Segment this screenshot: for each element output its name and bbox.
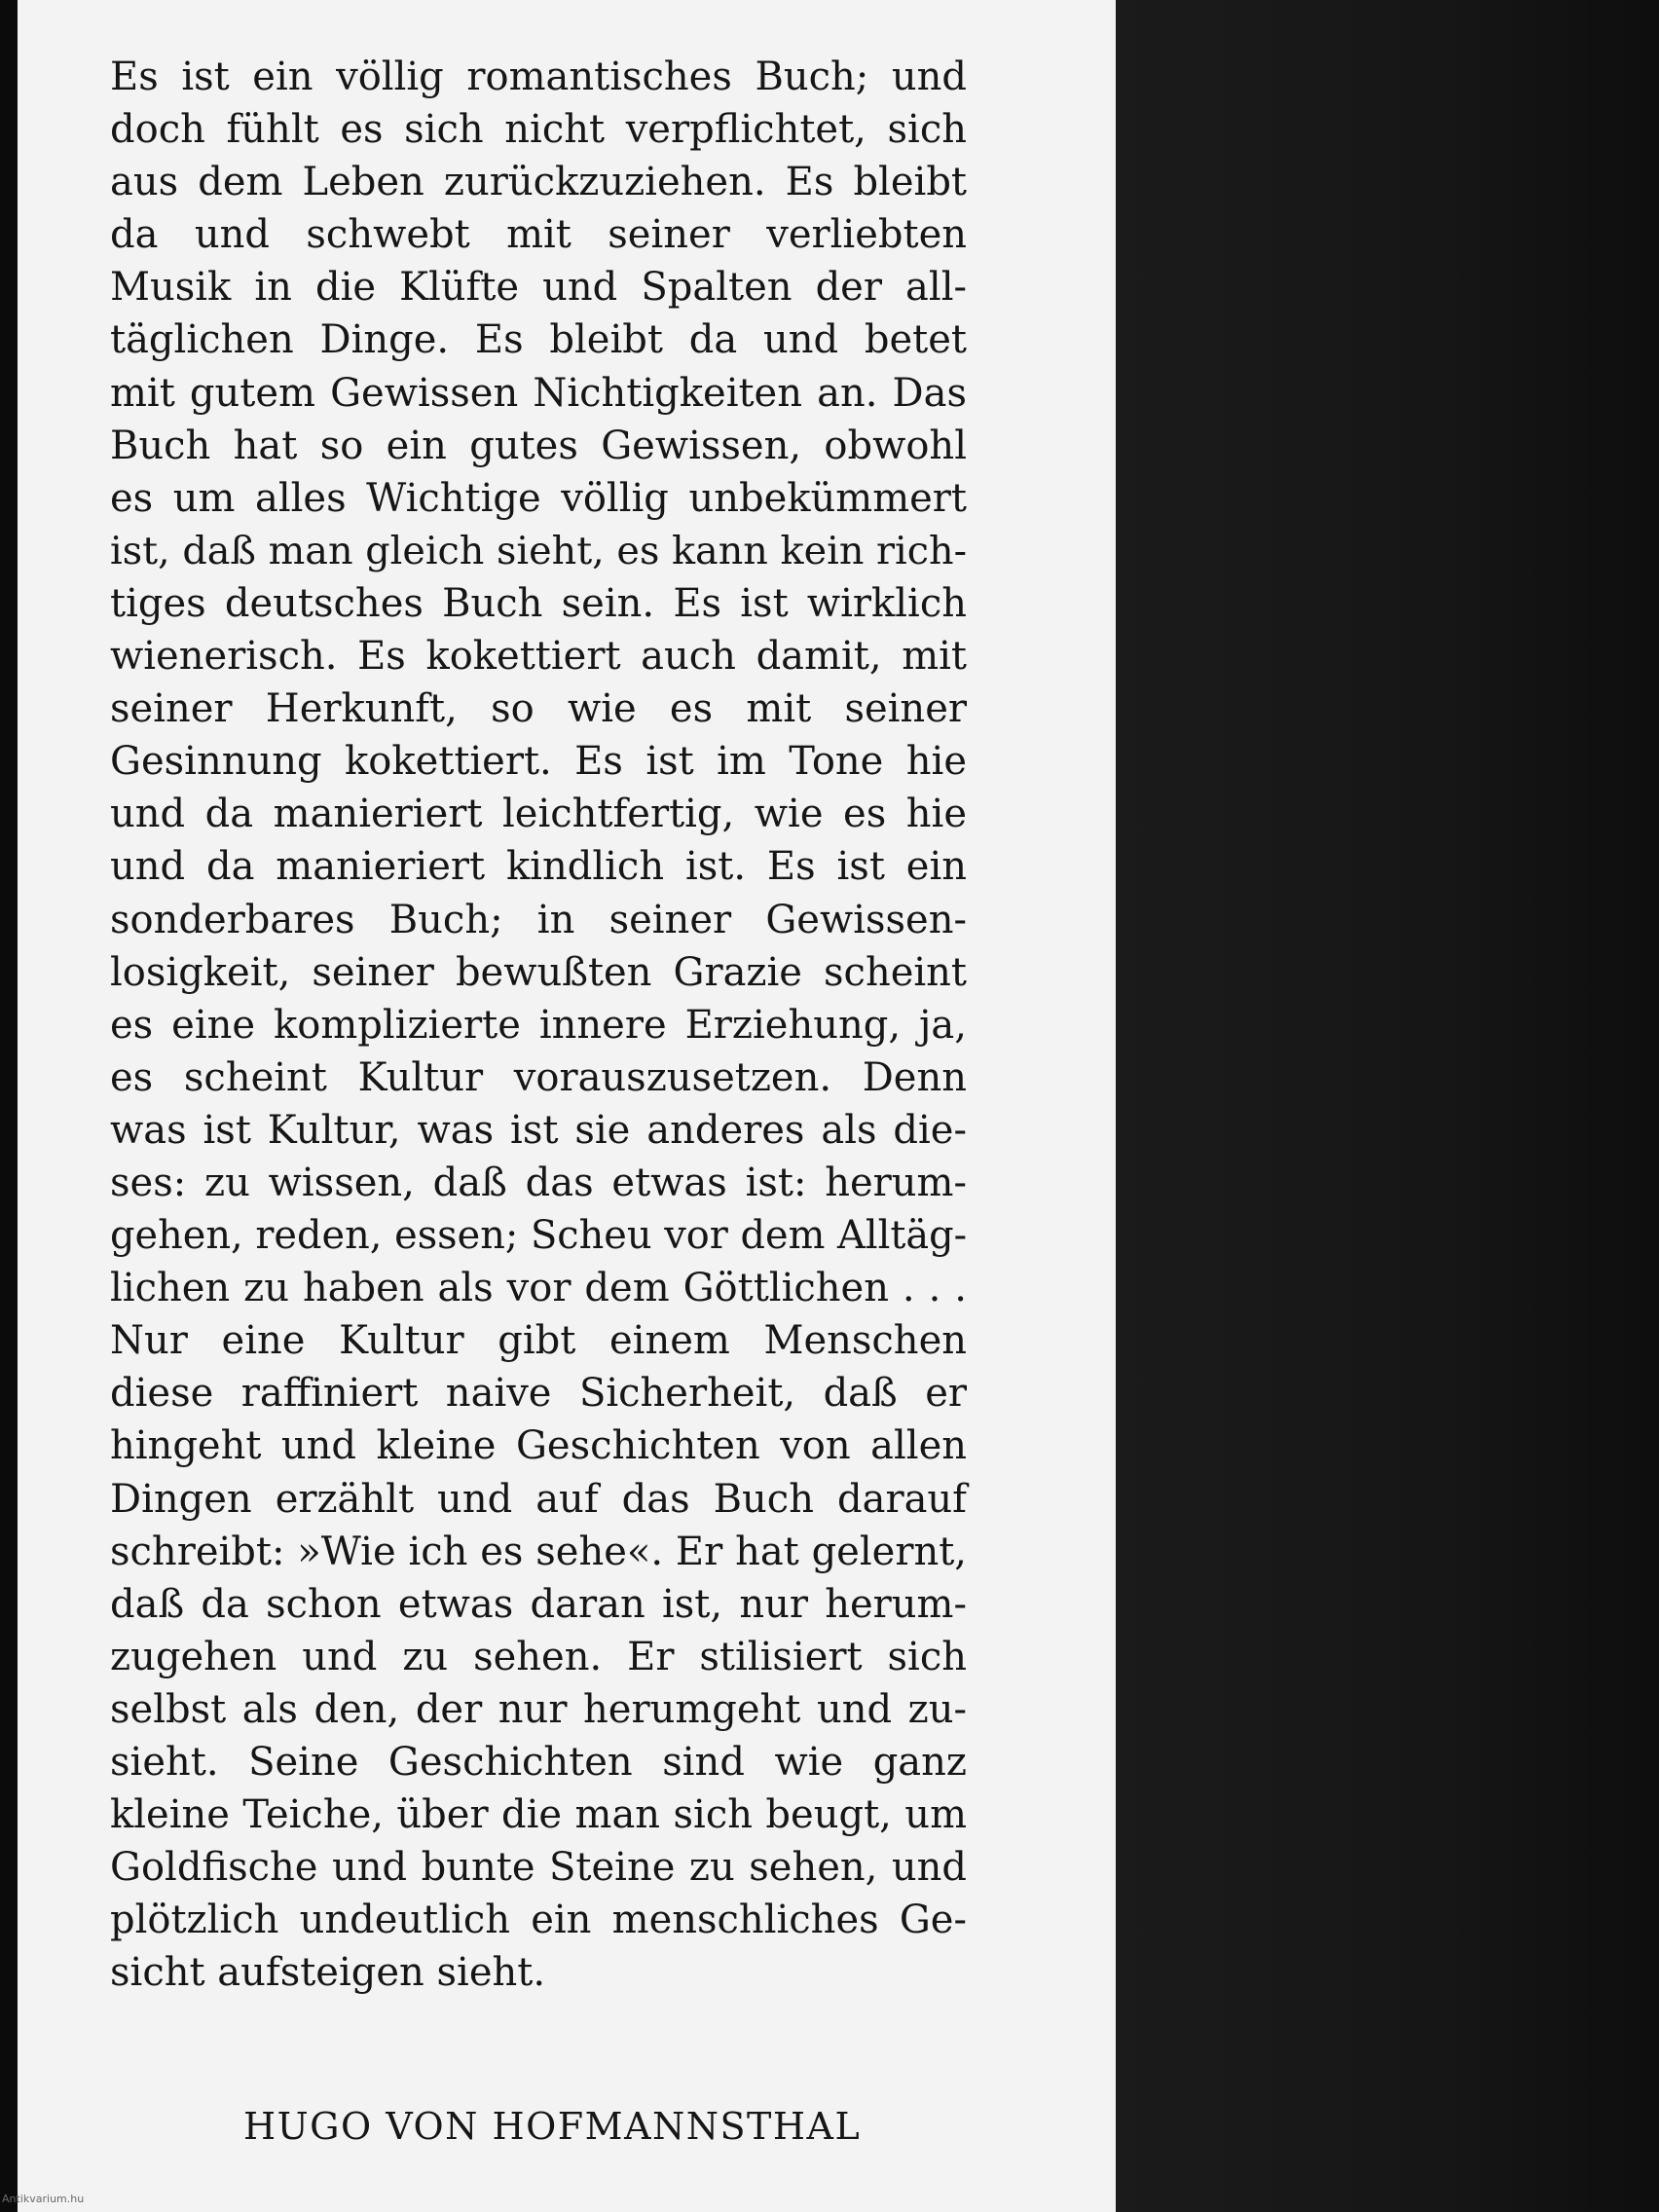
text-line: ses: zu wissen, daß das etwas ist: herum- [110, 1160, 967, 1205]
text-line: was ist Kultur, was ist sie anderes als die- [110, 1107, 967, 1153]
text-line: Musik in die Klüfte und Spalten der all- [110, 265, 967, 311]
text-line: täglichen Dinge. Es bleibt da und betet [110, 317, 967, 363]
text-line: plötzlich undeutlich ein menschliches Ge- [110, 1898, 967, 1943]
text-line: mit gutem Gewissen Nichtigkeiten an. Das [110, 370, 967, 416]
author-name: HUGO VON HOFMANNSTHAL [243, 2105, 862, 2148]
text-line: sieht. Seine Geschichten sind wie ganz [110, 1740, 967, 1785]
text-line: Goldfische und bunte Steine zu sehen, und [110, 1845, 967, 1891]
text-line: sonderbares Buch; in seiner Gewissen- [110, 897, 967, 942]
text-line: zugehen und zu sehen. Er stilisiert sich [110, 1634, 967, 1679]
text-line: daß da schon etwas daran ist, nur herum- [110, 1581, 967, 1627]
text-line: lichen zu haben als vor dem Göttlichen . . . [110, 1266, 967, 1311]
text-line: wienerisch. Es kokettiert auch damit, mit [110, 634, 967, 680]
text-line: ist, daß man gleich sieht, es kann kein rich- [110, 528, 967, 573]
text-line: schreibt: »Wie ich es sehe«. Er hat gelernt, [110, 1529, 967, 1574]
text-line: da und schwebt mit seiner verliebten [110, 212, 967, 258]
text-line: selbst als den, der nur herumgeht und zu- [110, 1686, 967, 1732]
text-line: und da manieriert leichtfertig, wie es hie [110, 792, 967, 837]
text-line: seiner Herkunft, so wie es mit seiner [110, 686, 967, 732]
watermark: Antikvarium.hu [2, 2193, 85, 2205]
text-line: diese raffiniert naive Sicherheit, daß er [110, 1371, 967, 1417]
text-line: es eine komplizierte innere Erziehung, ja, [110, 1002, 967, 1048]
text-line: Buch hat so ein gutes Gewissen, obwohl [110, 423, 967, 468]
dark-cover-panel [1116, 0, 1659, 2212]
text-line: aus dem Leben zurückzuziehen. Es bleibt [110, 160, 967, 205]
text-line: hingeht und kleine Geschichten von allen [110, 1423, 967, 1469]
left-edge-strip [0, 0, 18, 2212]
quote-text [110, 51, 967, 1999]
text-line: Nur eine Kultur gibt einem Menschen [110, 1318, 967, 1364]
text-line: sicht aufsteigen sieht. [110, 1950, 546, 1996]
text-line: es um alles Wichtige völlig unbekümmert [110, 475, 967, 521]
text-line: tiges deutsches Buch sein. Es ist wirklich [110, 580, 967, 626]
text-line: Gesinnung kokettiert. Es ist im Tone hie [110, 739, 967, 785]
back-cover-page [18, 0, 1116, 2212]
text-line: Es ist ein völlig romantisches Buch; und [110, 55, 967, 99]
text-line: und da manieriert kindlich ist. Es ist ein [110, 844, 967, 890]
text-line: kleine Teiche, über die man sich beugt, um [110, 1792, 967, 1838]
text-line: losigkeit, seiner bewußten Grazie scheint [110, 949, 967, 995]
text-line: es scheint Kultur vorauszusetzen. Denn [110, 1054, 967, 1100]
text-line: gehen, reden, essen; Scheu vor dem Alltäg- [110, 1213, 968, 1259]
text-line: Dingen erzählt und auf das Buch darauf [110, 1476, 967, 1522]
text-line: doch fühlt es sich nicht verpflichtet, sich [110, 107, 967, 153]
